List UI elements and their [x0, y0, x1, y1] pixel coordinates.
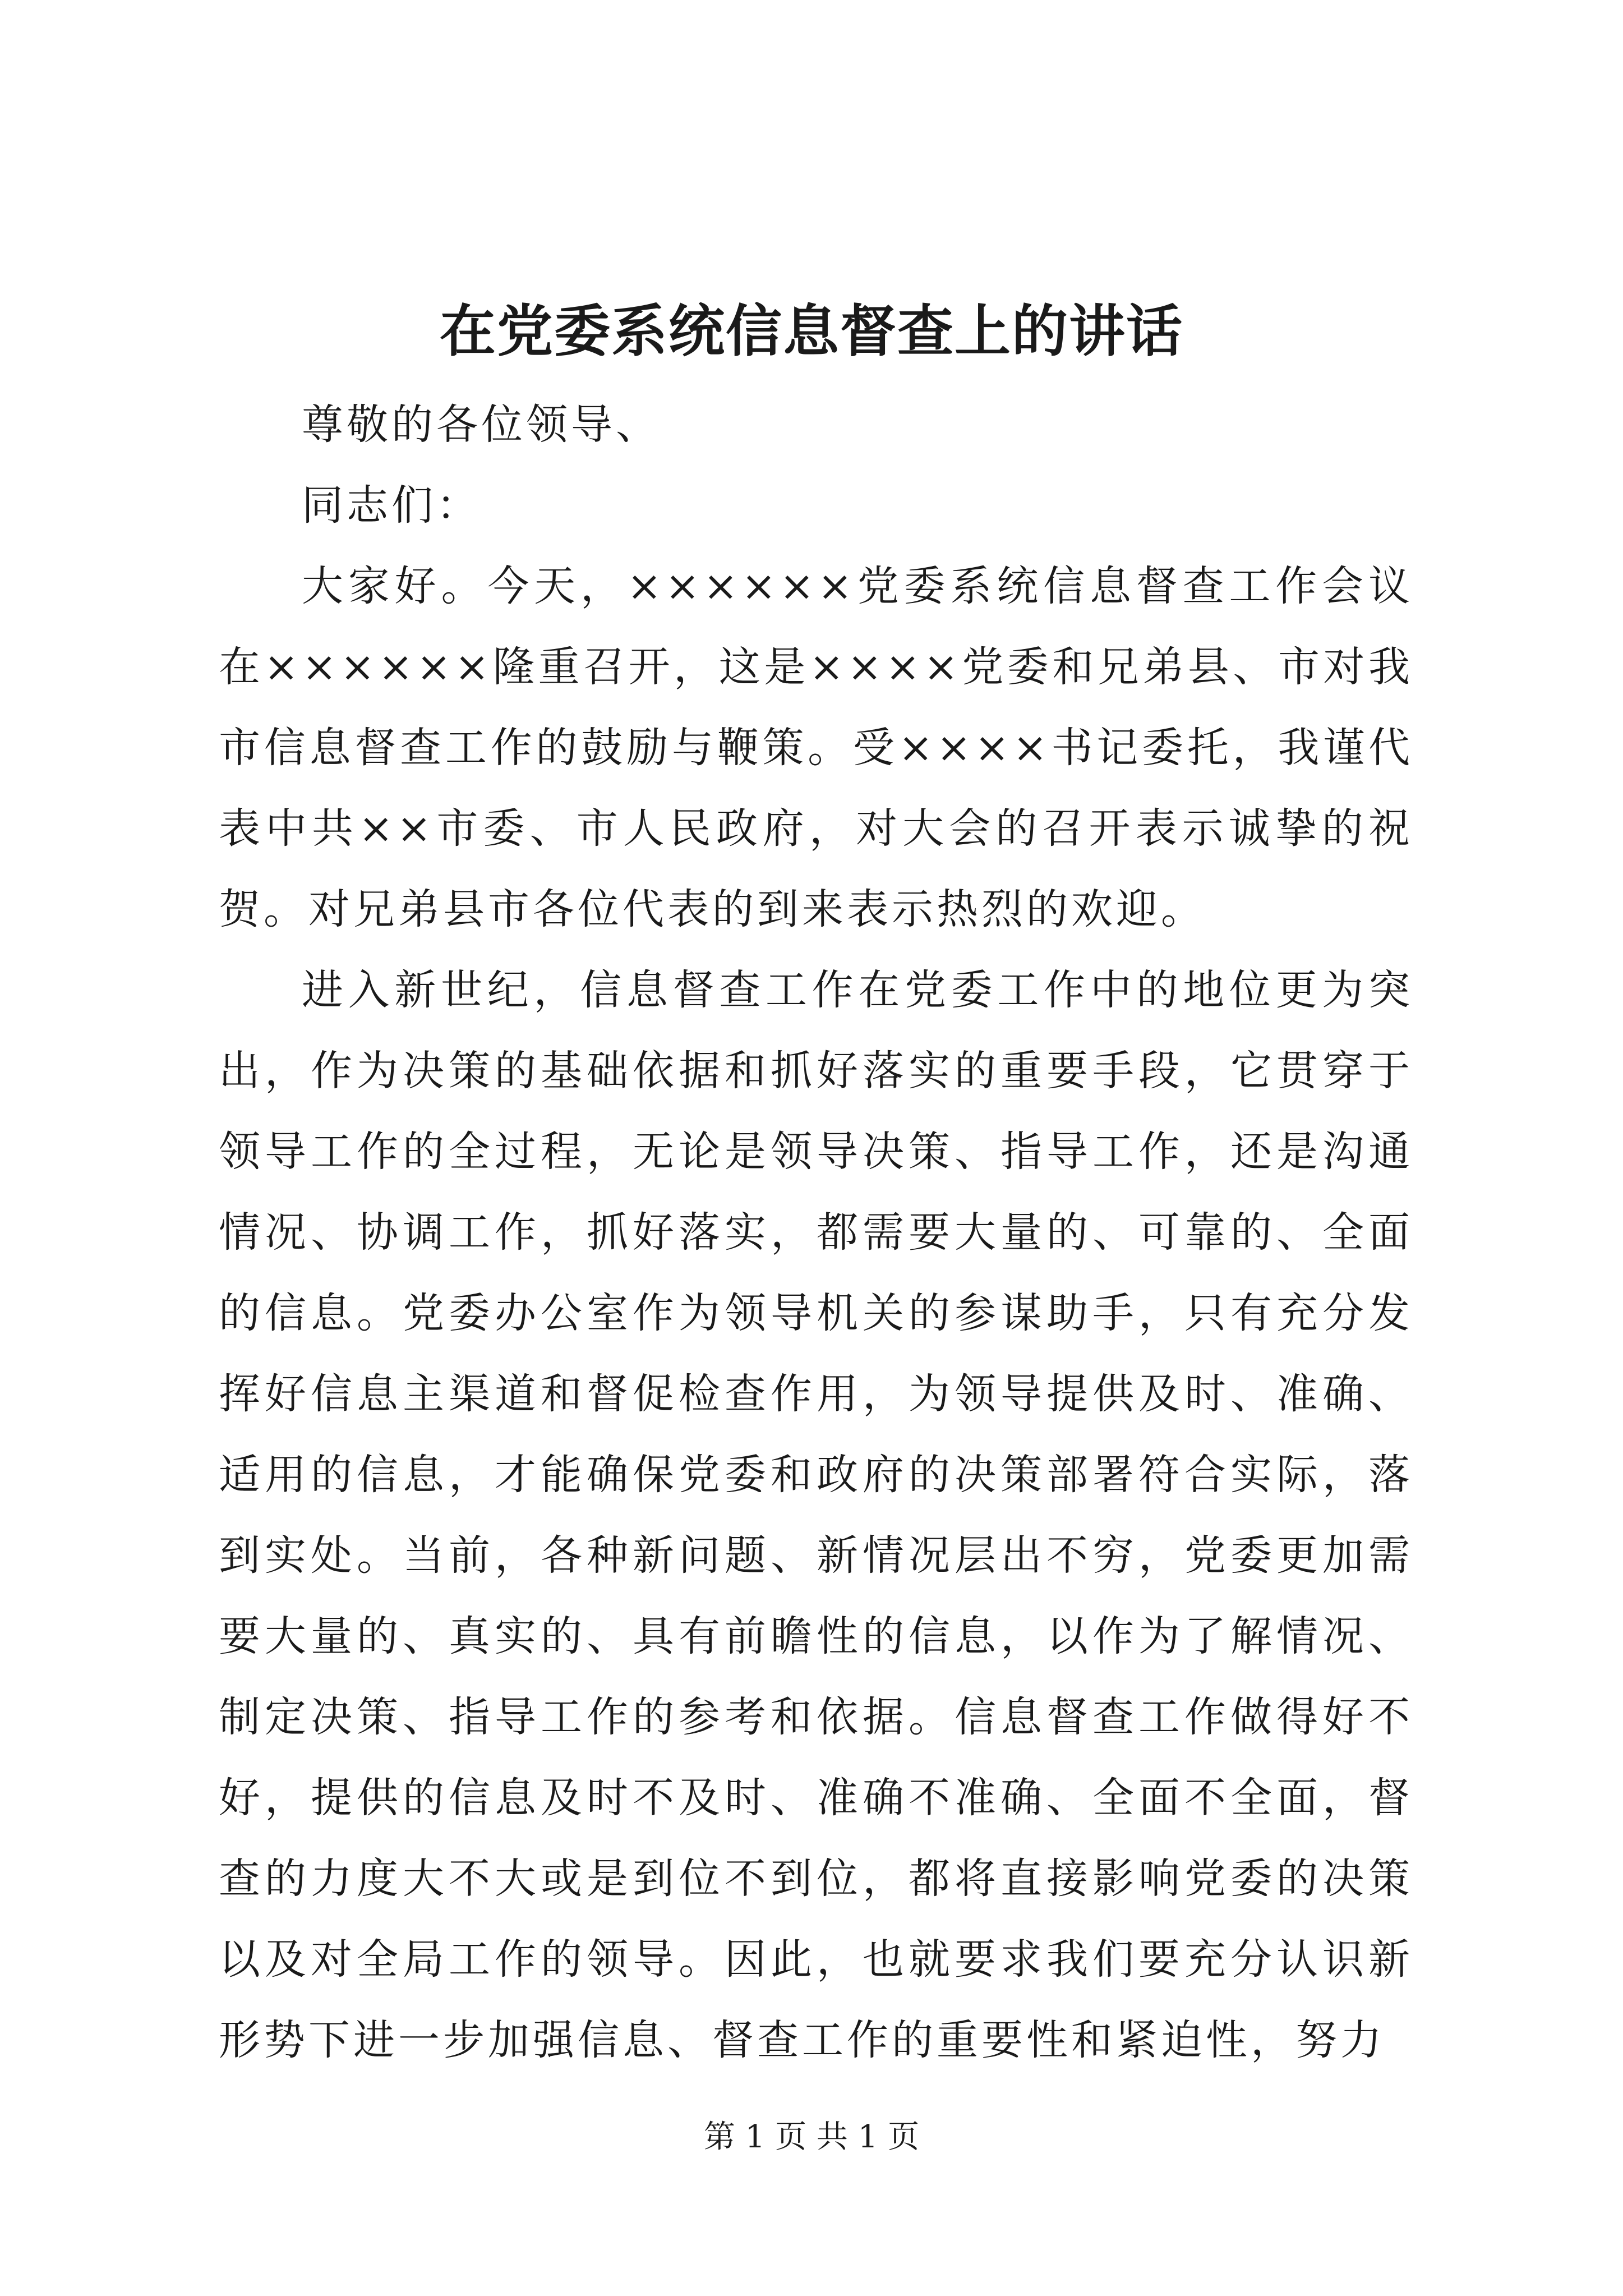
salutation-line: 尊敬的各位领导、 — [302, 401, 661, 449]
body-paragraph: 进入新世纪，信息督查工作在党委工作中的地位更为突出，作为决策的基础依据和抓好落实的重要手段，它贯穿于领导工作的全过程，无论是领导决策、指导工作，还是沟通情况、协调工作，抓好落实，都需要大量的、可靠的、全面的信息。党委办公室作为领导机关的参谋助手，只有充分发挥好信息主渠道和督促检查作用，为领导提供及时、准确、适用的信息，才能确保党委和政府的决策部署符合实际，落到实处。当前，各种新问题、新情况层出不穷，党委更加需要大量的、真实的、具有前瞻性的信息，以作为了解情况、制定决策、指导工作的参考和依据。信息督查工作做得好不好，提供的信息及时不及时、准确不准确、全面不全面，督查的力度大不大或是到位不到位，都将直接影响党委的决策以及对全局工作的领导。因此，也就要求我们要充分认识新形势下进一步加强信息、督查工作的重要性和紧迫性，努力 — [219, 966, 1413, 2064]
document-title: 在党委系统信息督查上的讲话 — [440, 298, 1183, 364]
salutation-line: 同志们： — [302, 481, 481, 530]
page-footer: 第 1 页 共 1 页 — [703, 2119, 920, 2155]
body-paragraph: 大家好。今天，××××××党委系统信息督查工作会议在××××××隆重召开，这是××××党委和兄弟县、市对我市信息督查工作的鼓励与鞭策。受××××书记委托，我谨代表中共××市委、市人民政府，对大会的召开表示诚挚的祝贺。对兄弟县市各位代表的到来表示热烈的欢迎。 — [219, 562, 1413, 933]
document-body — [219, 384, 1413, 2081]
